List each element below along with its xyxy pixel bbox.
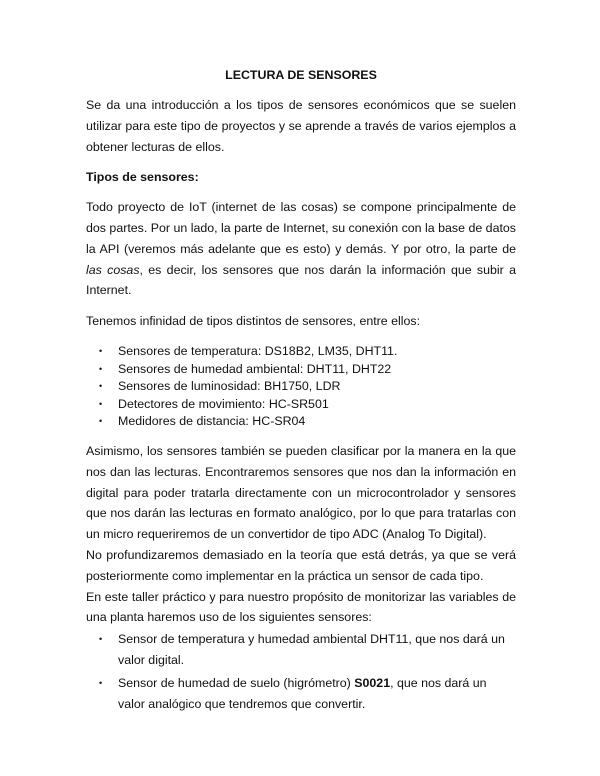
list-item <box>86 673 516 715</box>
list-item <box>86 629 516 671</box>
list-item-text: Detectores de movimiento: HC-SR501 <box>118 396 329 411</box>
list-item <box>86 413 516 431</box>
iot-paragraph-text: Todo proyecto de IoT (internet de las cosas) se compone principalmente de dos partes. Por un lado, la parte de Internet, su conexión con la base de datos la API (veremos más adelante que es esto) y demás. Y por otro, la parte de <box>86 200 516 256</box>
bullet-icon: • <box>99 381 103 392</box>
list-item <box>86 378 516 396</box>
bullet-icon: • <box>99 345 103 356</box>
list-item-text: Sensores de humedad ambiental: DHT11, DHT22 <box>118 361 392 376</box>
list-item <box>86 361 516 379</box>
document-title: LECTURA DE SENSORES <box>225 68 377 82</box>
list-item <box>86 343 516 361</box>
list-item-text-end: , que nos dará un valor analógico que tendremos que convertir. <box>118 675 487 711</box>
bullet-icon: • <box>99 677 103 688</box>
iot-paragraph-italic: las cosas <box>86 262 140 277</box>
list-item-text: Medidores de distancia: HC-SR04 <box>118 414 306 429</box>
used-sensor-list <box>86 629 516 714</box>
sensor-type-list <box>86 343 516 431</box>
bullet-icon: • <box>99 634 103 645</box>
bullet-icon: • <box>99 363 103 374</box>
theory-paragraph: No profundizaremos demasiado en la teoría que está detrás, ya que se verá posteriormente como implementar en la práctica un sensor de cada tipo. <box>86 547 516 583</box>
list-item-text: Sensores de luminosidad: BH1750, LDR <box>118 379 341 394</box>
intro-paragraph: Se da una introducción a los tipos de sensores económicos que se suelen utilizar para este tipo de proyectos y se aprende a través de varios ejemplos a obtener lecturas de ellos. <box>86 98 516 154</box>
list-item-text: Sensores de temperatura: DS18B2, LM35, DHT11. <box>118 343 398 358</box>
classification-paragraph: Asimismo, los sensores también se pueden clasificar por la manera en la que nos dan las lecturas. Encontraremos sensores que nos dan la información en digital para poder tratarla directamente con un microcontrolador y sensores que nos darán las lecturas en formato analógico, por lo que para tratarlas con un micro requeriremos de un convertidor de tipo ADC (Analog To Digital). <box>86 443 516 542</box>
iot-paragraph <box>86 197 516 301</box>
bullet-icon: • <box>99 398 103 409</box>
section-heading: Tipos de sensores: <box>86 170 199 185</box>
list-item-text: Sensor de humedad de suelo (higrómetro) <box>118 675 355 690</box>
iot-paragraph-text-end: , es decir, los sensores que nos darán la información que subir a Internet. <box>86 262 516 298</box>
list-item <box>86 396 516 414</box>
sensor-model-bold: S0021 <box>354 675 391 690</box>
bullet-icon: • <box>99 416 103 427</box>
sensor-types-intro: Tenemos infinidad de tipos distintos de sensores, entre ellos: <box>86 314 421 329</box>
list-item-text: Sensor de temperatura y humedad ambiental DHT11, que nos dará un valor digital. <box>118 632 505 667</box>
document-body <box>86 67 516 716</box>
workshop-paragraph: En este taller práctico y para nuestro propósito de monitorizar las variables de una planta haremos uso de los siguientes sensores: <box>86 589 516 625</box>
